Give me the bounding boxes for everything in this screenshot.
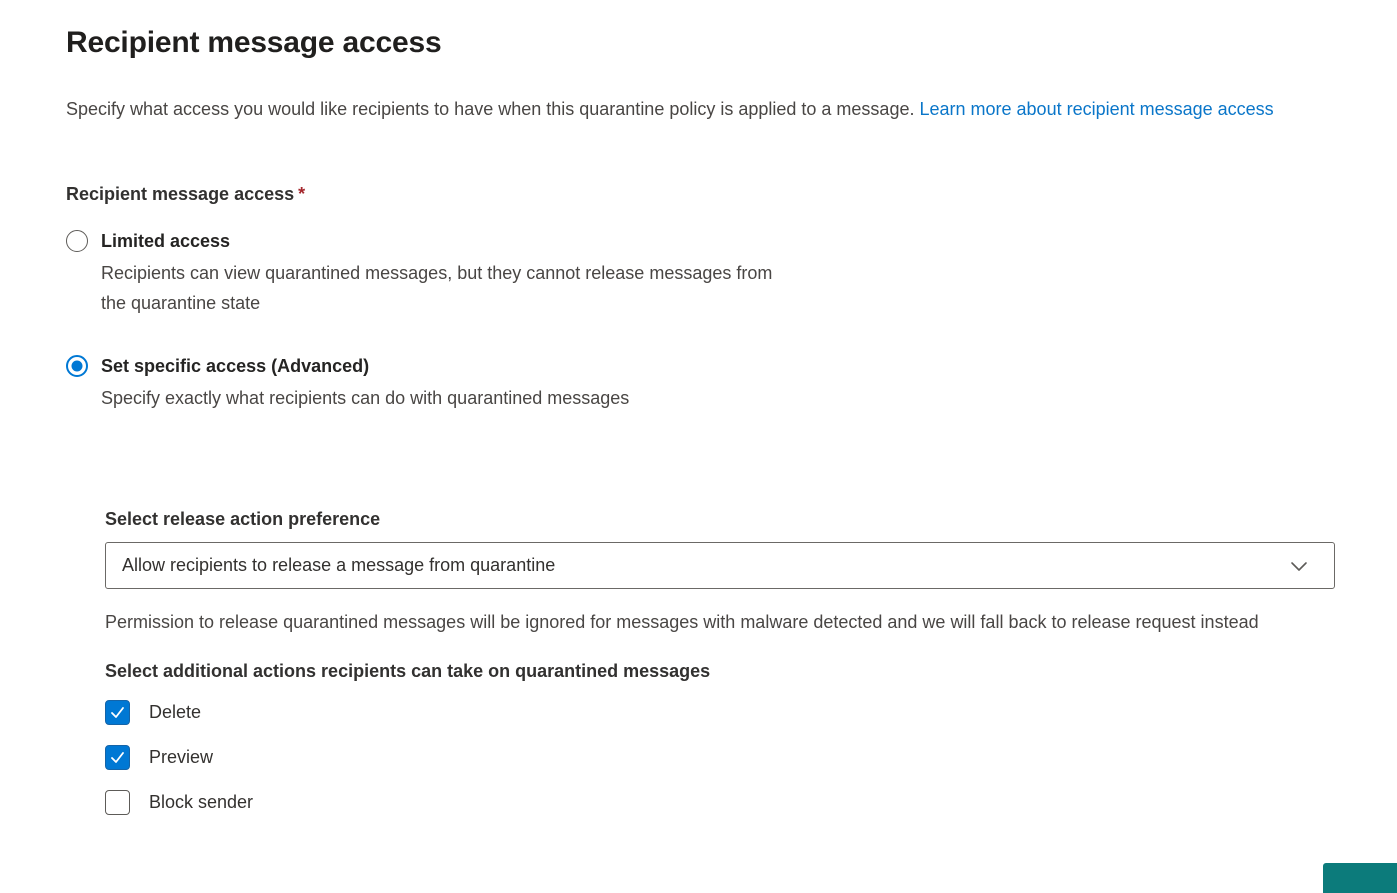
advanced-access-section: [105, 509, 1397, 815]
release-action-dropdown[interactable]: [105, 542, 1335, 589]
radio-option-description: Specify exactly what recipients can do with quarantined messages: [101, 388, 630, 408]
checkbox-row-preview[interactable]: [105, 745, 1397, 770]
additional-actions-label: Select additional actions recipients can take on quarantined messages: [105, 661, 711, 681]
page-description: [66, 94, 1306, 124]
radio-button-selected[interactable]: [66, 355, 88, 377]
page-title: Recipient message access: [66, 26, 442, 59]
radio-option-label[interactable]: Limited access: [101, 231, 231, 251]
learn-more-link[interactable]: Learn more about recipient message access: [919, 99, 1274, 119]
feedback-button[interactable]: [1323, 863, 1397, 893]
additional-actions-checkbox-list: [105, 700, 1397, 815]
release-action-selected-value: Allow recipients to release a message from quarantine: [122, 555, 556, 575]
radio-option-label[interactable]: Set specific access (Advanced): [101, 356, 370, 376]
checkmark-icon: [110, 750, 125, 765]
release-action-label: Select release action preference: [105, 509, 381, 529]
radio-option-set-specific-access[interactable]: [66, 354, 1397, 413]
checkbox-label[interactable]: Preview: [149, 747, 214, 767]
radio-option-body: [101, 354, 629, 413]
field-label-text: Recipient message access: [66, 184, 295, 204]
checkbox-label[interactable]: Delete: [149, 702, 202, 722]
required-asterisk: *: [298, 184, 306, 204]
release-permission-note: Permission to release quarantined messages will be ignored for messages with malware detected and we will fall back to release request instead: [105, 612, 1259, 632]
radio-option-description: Recipients can view quarantined messages, but they cannot release messages from the quarantine state: [101, 263, 773, 313]
checkmark-icon: [110, 705, 125, 720]
checkbox-row-block-sender[interactable]: [105, 790, 1397, 815]
recipient-access-radio-group: [66, 229, 1397, 413]
checkbox-checked[interactable]: [105, 700, 130, 725]
checkbox-row-delete[interactable]: [105, 700, 1397, 725]
radio-option-body: [101, 229, 791, 318]
chevron-down-icon: [1286, 553, 1312, 579]
checkbox-checked[interactable]: [105, 745, 130, 770]
recipient-access-field-label: [66, 184, 1397, 205]
radio-option-limited-access[interactable]: [66, 229, 1397, 318]
page-description-text: Specify what access you would like recipients to have when this quarantine policy is applied to a message.: [66, 99, 920, 119]
radio-button-unselected[interactable]: [66, 230, 88, 252]
checkbox-unchecked[interactable]: [105, 790, 130, 815]
checkbox-label[interactable]: Block sender: [149, 792, 254, 812]
